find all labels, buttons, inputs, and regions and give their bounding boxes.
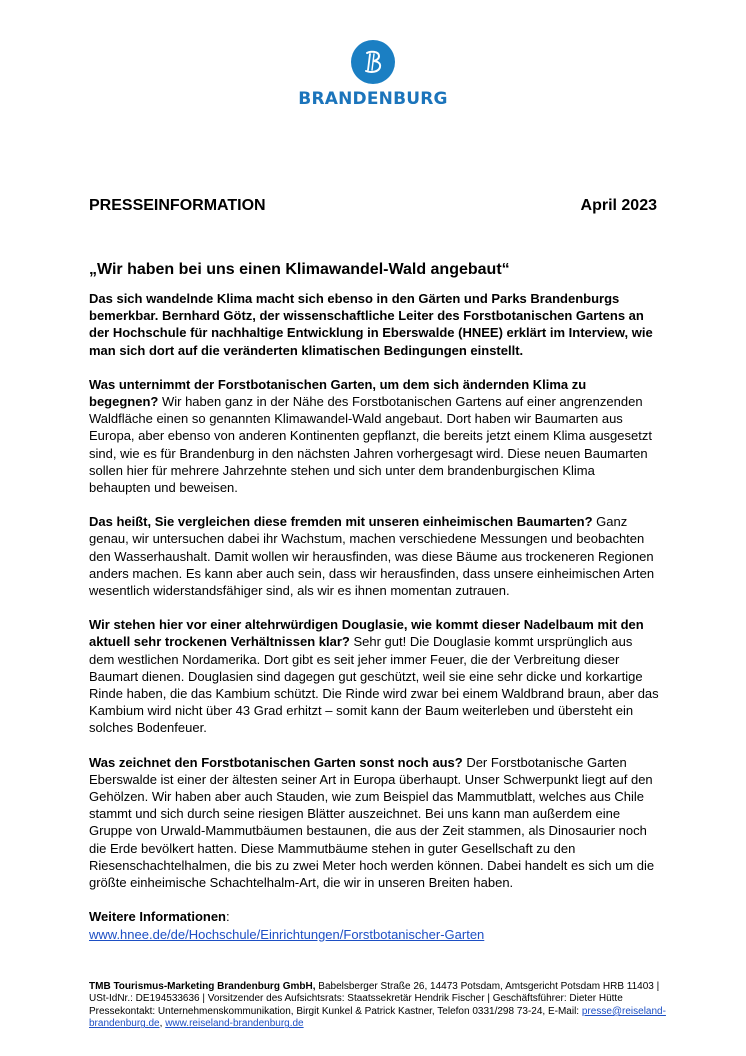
brandenburg-b-logo-icon — [351, 40, 395, 84]
more-info-colon: : — [226, 909, 230, 925]
brandenburg-wordmark: BRANDENBURG — [298, 89, 448, 109]
footer-separator: , — [159, 1018, 163, 1030]
more-info-link[interactable]: www.hnee.de/de/Hochschule/Einrichtungen/Forstbotanischer-Garten — [89, 926, 485, 942]
footer-email-link[interactable]: presse@reiseland-brandenburg.de — [89, 1005, 666, 1030]
question: Was zeichnet den Forstbotanischen Garten sonst noch aus? — [89, 754, 463, 770]
footer-website-link[interactable]: www.reiseland-brandenburg.de — [165, 1018, 304, 1030]
answer: Sehr gut! Die Douglasie kommt ursprünglich aus dem westlichen Nordamerika. Dort gibt es seit jeher immer Feuer, die der Verbreitung dieser Baumart dienen. Douglasien sind dagegen gut geschützt, weil sie eine sehr dicke und korkartige Rinde haben, die das Kambium schützt. Die Rinde wird zwar bei einem Waldbrand braun, aber das Kambium wird nicht über 43 Grad erhitzt – somit kann der Baum weiterleben und übersteht ein solches Bodenfeuer. — [89, 634, 659, 736]
qa-paragraph-2 — [89, 513, 659, 599]
brandenburg-logo — [0, 40, 746, 109]
answer: Der Forstbotanische Garten Eberswalde ist einer der ältesten seiner Art in Europa überhaupt. Unser Schwerpunkt liegt auf den Gehölzen. Wir haben aber auch Stauden, wie zum Beispiel das Mammutblatt, welches aus Chile stammt und sich durch seine riesigen Blätter auszeichnet. Bei uns kann man außerdem eine Gruppe von Urwald-Mammutbäumen bestaunen, die aus der Zeit stammen, als Dinosaurier noch die Erde bevölkert hatten. Diese Mammutbäume stehen in guter Gesellschaft zu den Riesenschachtelhalmen, die bis zu zwei Meter hoch werden können. Dabei handelt es sich um die größte einheimische Schachtelhalm-Art, die wir in unseren Breiten haben. — [89, 754, 655, 891]
more-info-heading: Weitere Informationen — [89, 909, 227, 925]
qa-paragraph-4 — [89, 754, 659, 892]
more-info — [89, 908, 659, 942]
press-date: April 2023 — [580, 197, 657, 214]
question: Wir stehen hier vor einer altehrwürdigen Douglasie, wie kommt dieser Nadelbaum mit den aktuell sehr trockenen Verhältnissen klar? — [89, 617, 644, 650]
answer: Wir haben ganz in der Nähe des Forstbotanischen Gartens auf einer angrenzenden Waldfläche einen so genannten Klimawandel-Wald angebaut. Dort haben wir Baumarten aus Europa, aber ebenso von anderen Kontinenten gepflanzt, die bereits jetzt einem Klima ausgesetzt sind, wie es für Brandenburg in den nächsten Jahren vorhergesagt wird. Diese neuen Baumarten sollen hier für mehrere Jahrzehnte stehen und sich unter dem brandenburgischen Klima behaupten und beweisen. — [89, 394, 652, 496]
footer-company: TMB Tourismus-Marketing Brandenburg GmbH, — [89, 981, 316, 992]
qa-paragraph-1 — [89, 376, 659, 496]
qa-paragraph-3 — [89, 616, 659, 736]
question: Was unternimmt der Forstbotanischen Garten, um dem sich ändernden Klima zu begegnen? — [89, 376, 587, 410]
answer: Ganz genau, wir untersuchen dabei ihr Wachstum, machen verschiedene Messungen und beobachten den Wasserhaushalt. Damit wollen wir herausfinden, was diese Bäume aus trockeneren Regionen anders machen. Es kann aber auch sein, dass wir herausfinden, dass unsere einheimischen Arten wesentlich widerstandsfähiger sind, als wir es ihnen momentan zutrauen. — [89, 514, 655, 599]
page-title: „Wir haben bei uns einen Klimawandel-Wald angebaut“ — [89, 261, 510, 278]
footer-text: Babelsberger Straße 26, 14473 Potsdam, Amtsgericht Potsdam HRB 11403 | USt-IdNr.: DE194533636 | Vorsitzender des Aufsichtsrats: Staatssekretär Hendrik Fischer | Geschäftsführer: Dieter Hütte Pressekontakt: Unternehmenskommunikation, Birgit Kunkel & Patrick Kastner, Telefon 0331/298 73-24, E-Mail: — [89, 981, 660, 1017]
article-body — [89, 290, 659, 943]
press-label: PRESSEINFORMATION — [89, 197, 266, 214]
footer — [89, 981, 669, 1031]
question: Das heißt, Sie vergleichen diese fremden mit unseren einheimischen Baumarten? — [89, 514, 593, 530]
press-header — [89, 197, 657, 215]
lead-paragraph: Das sich wandelnde Klima macht sich ebenso in den Gärten und Parks Brandenburgs bemerkbar. Bernhard Götz, der wissenschaftliche Leiter des Forstbotanischen Gartens an der Hochschule für nachhaltige Entwicklung in Eberswalde (HNEE) erklärt im Interview, wie man sich dort auf die veränderten klimatischen Bedingungen einstellt. — [89, 291, 653, 358]
